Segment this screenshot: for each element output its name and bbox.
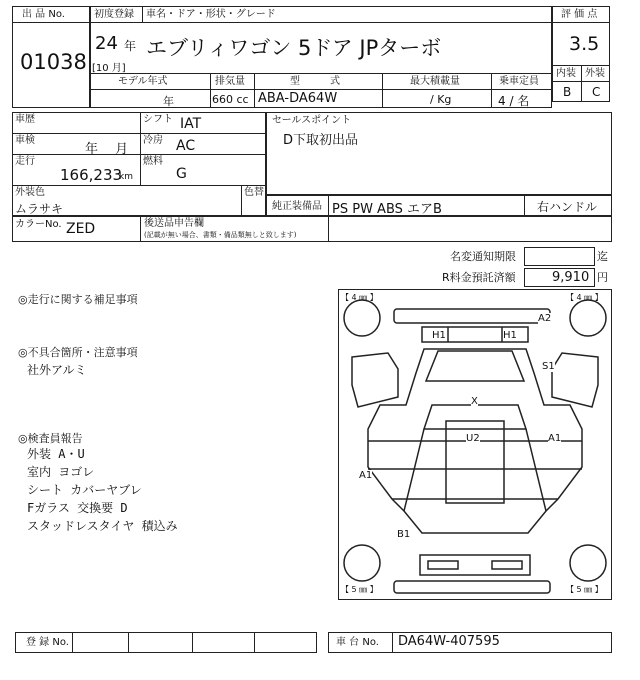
shift: IAT	[180, 116, 202, 132]
exterior-color-label: 外装色	[15, 187, 45, 198]
equipment: PS PW ABS エアB	[332, 202, 442, 217]
inspector-item-seat: シート カバーヤブレ	[27, 483, 142, 497]
damage-mark-bumper: A2	[538, 313, 552, 324]
sales-point: D下取初出品	[283, 133, 359, 148]
tire-depth-rear-right: 【 5 ㎜ 】	[566, 585, 603, 594]
interior-grade: B	[563, 85, 572, 99]
model-year-label: モデル年式	[118, 76, 168, 87]
steering: 右ハンドル	[537, 200, 598, 214]
aircon-label: 冷房	[143, 135, 163, 146]
damage-mark-rear-left: B1	[397, 529, 411, 540]
aircon: AC	[176, 138, 196, 154]
damage-mark-side-right: S1	[542, 361, 555, 372]
color-number-label: カラーNo.	[15, 219, 62, 230]
model-code-label: 型 式	[290, 76, 340, 87]
damage-mark-headlight-left: H1	[432, 330, 446, 341]
aftermarket-label: 後送品申告欄	[144, 218, 204, 229]
color-number-box	[12, 216, 612, 242]
lot-number-label: 出 品 No.	[22, 9, 65, 20]
inspection-date: 年 月	[85, 142, 129, 157]
capacity: 4 / 名	[498, 94, 530, 108]
registration-month: [10 月]	[92, 63, 126, 74]
capacity-label: 乗車定員	[499, 76, 539, 87]
model-code: ABA-DA64W	[258, 91, 338, 106]
overall-grade: 3.5	[569, 33, 600, 55]
fuel: G	[176, 166, 187, 182]
tire-depth-rear-left: 【 5 ㎜ 】	[341, 585, 378, 594]
max-load-label: 最大積載量	[410, 76, 460, 87]
damage-mark-headlight-right: H1	[503, 330, 517, 341]
registration-year: 24	[95, 33, 118, 54]
name-change-label: 名変通知期限	[450, 250, 516, 263]
car-name: エブリィワゴン 5ドア JPターボ	[146, 36, 442, 60]
name-change-field	[524, 247, 595, 266]
name-change-unit: 迄	[597, 250, 608, 263]
color-number: ZED	[66, 221, 96, 237]
color-change-label: 色替	[244, 187, 264, 198]
recycle-fee-label: R料金預託済額	[442, 271, 516, 284]
exterior-grade: C	[592, 85, 601, 99]
max-load: / Kg	[430, 93, 452, 106]
shift-label: シフト	[143, 114, 173, 125]
inspector-item-exterior: 外装 A・U	[27, 447, 85, 461]
driving-notes-title: ◎走行に関する補足事項	[18, 293, 138, 306]
registration-year-unit: 年	[124, 39, 137, 53]
aftermarket-note: (記載が無い場合、書類・備品類無しと致します)	[144, 231, 297, 239]
interior-grade-label: 内装	[556, 68, 576, 79]
displacement: 660 cc	[212, 93, 249, 106]
chassis-number-label: 車 台 No.	[336, 637, 379, 648]
recycle-fee: 9,910	[552, 270, 590, 285]
registration-number-label: 登 録 No.	[26, 637, 69, 648]
sales-point-label: セールスポイント	[272, 115, 352, 126]
exterior-color: ムラサキ	[15, 202, 64, 216]
tire-depth-front-right: 【 4 ㎜ 】	[566, 293, 603, 302]
damage-mark-door-right: A1	[548, 433, 562, 444]
damage-mark-door-left: A1	[359, 470, 373, 481]
damage-mark-roof: U2	[466, 433, 480, 444]
chassis-number: DA64W-407595	[398, 634, 500, 649]
first-registration-label: 初度登録	[94, 9, 134, 20]
inspector-item-windshield: Fガラス 交換要 D	[27, 501, 128, 515]
mileage: 166,233	[60, 166, 123, 184]
mileage-label: 走行	[15, 156, 35, 167]
inspector-item-tires: スタッドレスタイヤ 積込み	[27, 519, 178, 533]
grade-label: 評 価 点	[561, 9, 598, 20]
inspection-label: 車検	[15, 135, 35, 146]
inspector-report-title: ◎検査員報告	[18, 432, 83, 445]
car-info-label: 車名・ドア・形状・グレード	[146, 9, 276, 20]
tire-depth-front-left: 【 4 ㎜ 】	[341, 293, 378, 302]
displacement-label: 排気量	[215, 76, 245, 87]
lot-number: 01038	[20, 50, 87, 74]
defects-title: ◎不具合箇所・注意事項	[18, 346, 138, 359]
car-damage-diagram	[338, 289, 612, 600]
defect-item: 社外アルミ	[27, 363, 87, 377]
history-label: 車歴	[15, 114, 35, 125]
equipment-label: 純正装備品	[272, 201, 322, 212]
inspector-item-interior: 室内 ヨゴレ	[27, 465, 95, 479]
exterior-grade-label: 外装	[585, 68, 605, 79]
fuel-label: 燃料	[143, 156, 163, 167]
model-year-unit: 年	[163, 95, 174, 108]
damage-mark-windshield: X	[471, 396, 478, 407]
mileage-unit: km	[119, 172, 133, 182]
recycle-fee-unit: 円	[597, 271, 608, 284]
